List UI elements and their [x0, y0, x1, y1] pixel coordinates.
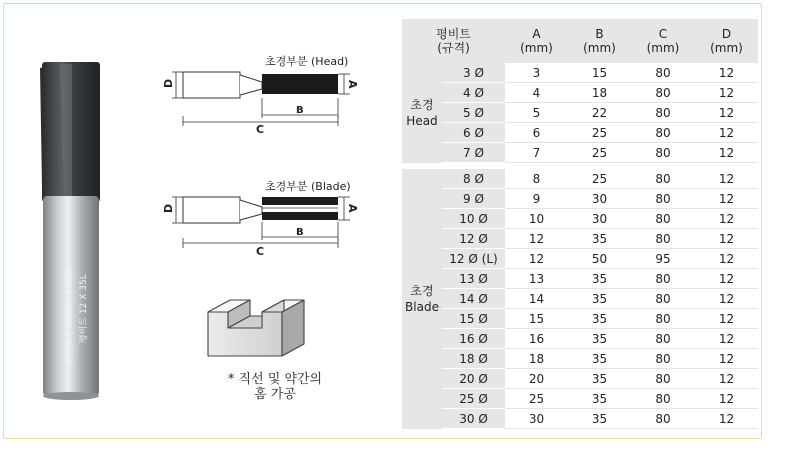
- header-d: D (mm): [695, 19, 758, 63]
- size-cell: 13 Ø: [442, 269, 505, 289]
- d-cell: 12: [695, 409, 758, 429]
- head-dim-b: B: [296, 105, 304, 116]
- spec-table: [402, 19, 758, 429]
- b-cell: 35: [568, 229, 631, 249]
- size-cell: 5 Ø: [442, 103, 505, 123]
- table-row: [402, 103, 758, 123]
- a-cell: 15: [505, 309, 568, 329]
- table-row: [402, 329, 758, 349]
- table-row: [402, 229, 758, 249]
- a-cell: 6: [505, 123, 568, 143]
- a-cell: 18: [505, 349, 568, 369]
- a-cell: 25: [505, 389, 568, 409]
- table-row: [402, 189, 758, 209]
- c-cell: 80: [631, 369, 695, 389]
- c-cell: 80: [631, 389, 695, 409]
- c-cell: 80: [631, 349, 695, 369]
- table-row: [402, 143, 758, 163]
- a-cell: 8: [505, 169, 568, 189]
- blade-dim-a: A: [346, 204, 359, 213]
- head-diagram: [162, 54, 359, 136]
- blade-dim-d: D: [162, 203, 175, 213]
- c-cell: 80: [631, 169, 695, 189]
- groove-block-icon: [208, 300, 304, 356]
- size-cell: 15 Ø: [442, 309, 505, 329]
- blade-label: 초경부분 (Blade): [265, 180, 351, 193]
- group-name-cell: [402, 63, 442, 163]
- size-cell: 4 Ø: [442, 83, 505, 103]
- d-cell: 12: [695, 103, 758, 123]
- c-cell: 80: [631, 269, 695, 289]
- group-name-cell: [402, 169, 442, 429]
- head-dim-a: A: [346, 80, 359, 89]
- c-cell: 80: [631, 329, 695, 349]
- d-cell: 12: [695, 63, 758, 83]
- blade-dim-b: B: [296, 227, 304, 238]
- a-cell: 10: [505, 209, 568, 229]
- a-cell: 7: [505, 143, 568, 163]
- a-cell: 4: [505, 83, 568, 103]
- a-cell: 3: [505, 63, 568, 83]
- a-cell: 14: [505, 289, 568, 309]
- b-cell: 35: [568, 349, 631, 369]
- header-b: B (mm): [568, 19, 631, 63]
- b-cell: 35: [568, 409, 631, 429]
- table-row: [402, 349, 758, 369]
- size-cell: 10 Ø: [442, 209, 505, 229]
- b-cell: 50: [568, 249, 631, 269]
- size-cell: 30 Ø: [442, 409, 505, 429]
- c-cell: 80: [631, 123, 695, 143]
- group-name-line1: 초경: [410, 284, 434, 298]
- size-cell: 18 Ø: [442, 349, 505, 369]
- d-cell: 12: [695, 123, 758, 143]
- d-cell: 12: [695, 189, 758, 209]
- b-cell: 30: [568, 209, 631, 229]
- usage-note: [210, 372, 340, 402]
- table-row: [402, 123, 758, 143]
- table-row: [402, 309, 758, 329]
- illustration-svg: [0, 0, 400, 455]
- d-cell: 12: [695, 169, 758, 189]
- header-c: C (mm): [631, 19, 695, 63]
- table-row: [402, 369, 758, 389]
- table-row: [402, 209, 758, 229]
- b-cell: 35: [568, 389, 631, 409]
- a-cell: 12: [505, 249, 568, 269]
- a-cell: 30: [505, 409, 568, 429]
- b-cell: 35: [568, 329, 631, 349]
- usage-note-line2: 홈 가공: [254, 387, 296, 402]
- d-cell: 12: [695, 369, 758, 389]
- a-cell: 12: [505, 229, 568, 249]
- d-cell: 12: [695, 329, 758, 349]
- b-cell: 35: [568, 289, 631, 309]
- table-row: [402, 269, 758, 289]
- c-cell: 80: [631, 83, 695, 103]
- b-cell: 25: [568, 123, 631, 143]
- d-cell: 12: [695, 349, 758, 369]
- illustration-area: [0, 0, 400, 455]
- usage-note-line1: * 직선 및 약간의: [227, 372, 323, 387]
- group-name-line1: 초경: [410, 98, 434, 112]
- size-cell: 20 Ø: [442, 369, 505, 389]
- header-a: A (mm): [505, 19, 568, 63]
- d-cell: 12: [695, 229, 758, 249]
- a-cell: 16: [505, 329, 568, 349]
- table-row: [402, 169, 758, 189]
- table-row: [402, 409, 758, 429]
- d-cell: 12: [695, 389, 758, 409]
- d-cell: 12: [695, 289, 758, 309]
- c-cell: 80: [631, 409, 695, 429]
- d-cell: 12: [695, 249, 758, 269]
- b-cell: 25: [568, 169, 631, 189]
- size-cell: 12 Ø: [442, 229, 505, 249]
- c-cell: 80: [631, 63, 695, 83]
- table-row: [402, 63, 758, 83]
- size-cell: 6 Ø: [442, 123, 505, 143]
- b-cell: 18: [568, 83, 631, 103]
- d-cell: 12: [695, 269, 758, 289]
- bit-engraving-line2: 평비트 12 X 35L: [79, 274, 89, 343]
- size-cell: 7 Ø: [442, 143, 505, 163]
- bit-engraving: [62, 255, 96, 365]
- b-cell: 35: [568, 309, 631, 329]
- b-cell: 25: [568, 143, 631, 163]
- table-row: [402, 289, 758, 309]
- group-name-line2: Blade: [405, 300, 439, 314]
- group-name-line2: Head: [406, 114, 438, 128]
- c-cell: 80: [631, 103, 695, 123]
- c-cell: 95: [631, 249, 695, 269]
- table-row: [402, 249, 758, 269]
- size-cell: 3 Ø: [442, 63, 505, 83]
- b-cell: 22: [568, 103, 631, 123]
- b-cell: 35: [568, 269, 631, 289]
- table-row: [402, 83, 758, 103]
- c-cell: 80: [631, 229, 695, 249]
- size-cell: 9 Ø: [442, 189, 505, 209]
- head-dim-c: C: [256, 123, 265, 136]
- head-dim-d: D: [162, 78, 175, 88]
- b-cell: 15: [568, 63, 631, 83]
- a-cell: 9: [505, 189, 568, 209]
- c-cell: 80: [631, 143, 695, 163]
- table-header-row: [402, 19, 758, 63]
- d-cell: 12: [695, 143, 758, 163]
- header-spec: 평비트 (규격): [402, 19, 505, 63]
- bit-engraving-line1: 우진초경 KOREA MADE: [65, 267, 75, 365]
- c-cell: 80: [631, 189, 695, 209]
- blade-dim-c: C: [256, 245, 265, 258]
- d-cell: 12: [695, 209, 758, 229]
- a-cell: 13: [505, 269, 568, 289]
- b-cell: 35: [568, 369, 631, 389]
- size-cell: 14 Ø: [442, 289, 505, 309]
- c-cell: 80: [631, 309, 695, 329]
- size-cell: 8 Ø: [442, 169, 505, 189]
- c-cell: 80: [631, 289, 695, 309]
- b-cell: 30: [568, 189, 631, 209]
- table-body: [402, 63, 758, 429]
- c-cell: 80: [631, 209, 695, 229]
- size-cell: 16 Ø: [442, 329, 505, 349]
- d-cell: 12: [695, 83, 758, 103]
- a-cell: 20: [505, 369, 568, 389]
- size-cell: 12 Ø (L): [442, 249, 505, 269]
- size-cell: 25 Ø: [442, 389, 505, 409]
- blade-diagram: [162, 179, 359, 258]
- a-cell: 5: [505, 103, 568, 123]
- d-cell: 12: [695, 309, 758, 329]
- head-label: 초경부분 (Head): [265, 55, 349, 68]
- table-row: [402, 389, 758, 409]
